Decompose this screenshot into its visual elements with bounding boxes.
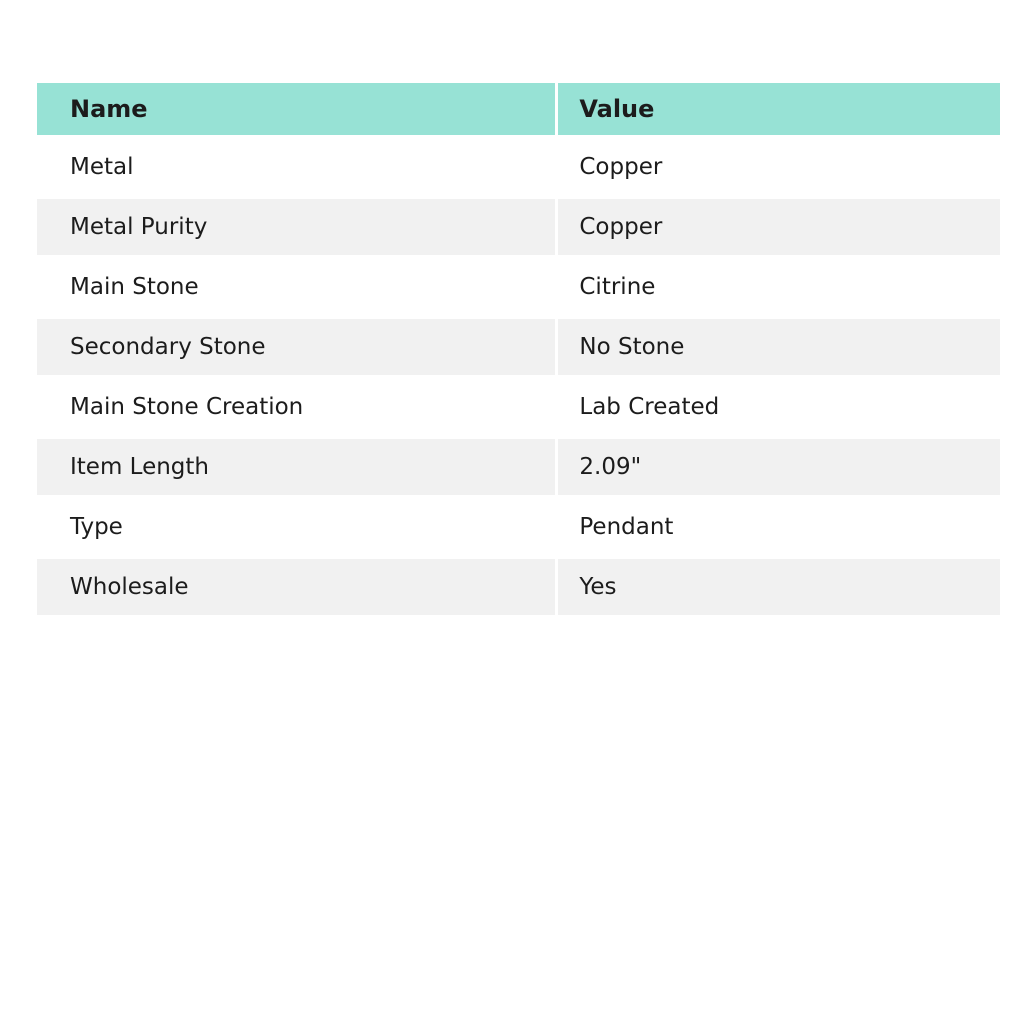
table-row xyxy=(37,199,1000,259)
attribute-name-cell: Item Length xyxy=(37,439,558,499)
attribute-value-cell: Pendant xyxy=(558,499,1000,559)
attribute-value-cell: Citrine xyxy=(558,259,1000,319)
table-header-row xyxy=(37,83,1000,139)
table-row xyxy=(37,139,1000,199)
attribute-value-cell: Copper xyxy=(558,199,1000,259)
attribute-name-cell: Metal Purity xyxy=(37,199,558,259)
table-header xyxy=(37,83,1000,139)
attribute-name-cell: Type xyxy=(37,499,558,559)
attribute-name-cell: Secondary Stone xyxy=(37,319,558,379)
attribute-name-cell: Main Stone xyxy=(37,259,558,319)
table-row xyxy=(37,499,1000,559)
attribute-name-cell: Main Stone Creation xyxy=(37,379,558,439)
table-row xyxy=(37,379,1000,439)
attribute-value-cell: 2.09" xyxy=(558,439,1000,499)
attribute-name-cell: Metal xyxy=(37,139,558,199)
table-row xyxy=(37,319,1000,379)
attribute-value-cell: Lab Created xyxy=(558,379,1000,439)
column-header-value: Value xyxy=(558,83,1000,139)
attribute-name-cell: Wholesale xyxy=(37,559,558,619)
attribute-value-cell: Copper xyxy=(558,139,1000,199)
table-body xyxy=(37,139,1000,619)
item-specifics-table xyxy=(37,83,1000,619)
table-row xyxy=(37,259,1000,319)
table-row xyxy=(37,439,1000,499)
table-row xyxy=(37,559,1000,619)
attribute-value-cell: No Stone xyxy=(558,319,1000,379)
attribute-value-cell: Yes xyxy=(558,559,1000,619)
column-header-name: Name xyxy=(37,83,558,139)
item-specifics-section xyxy=(37,83,1000,619)
